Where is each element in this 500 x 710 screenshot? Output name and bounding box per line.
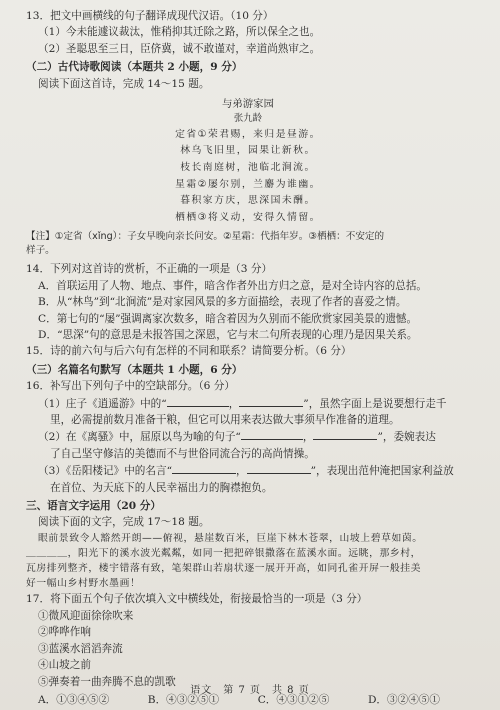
passage-line: ＿＿＿＿，阳光下的溪水波光粼粼，如同一把把碎银撒落在蓝溪水面。远眺，那乡村，	[26, 547, 422, 559]
answer-blank[interactable]	[167, 395, 229, 407]
passage-intro: 阅读下面的文字，完成 17～18 题。	[38, 516, 210, 529]
page-footer: 语文 第 7 页 共 8 页	[190, 684, 310, 696]
q16-p1-prefix: （1）庄子《逍遥游》中的“	[38, 397, 167, 410]
answer-blank[interactable]	[247, 462, 311, 474]
q16-p1-comma: ，	[228, 397, 240, 410]
answer-blank[interactable]	[239, 395, 303, 407]
q16-part-3-cont: 在首位、为天底下的人民幸福出力的胸襟抱负。	[50, 481, 273, 494]
q13-stem: 13．把文中画横线的句子翻译成现代汉语。（10 分）	[26, 10, 274, 22]
q14-option-c: C．第七句的“屡”强调离家次数多，暗含着因为久别而不能欣赏家园美景的遗憾。	[38, 312, 418, 325]
q16-p3-prefix: （3）《岳阳楼记》中的名言“	[38, 465, 172, 478]
q15-stem: 15．诗的前六句与后六句有怎样的不同和联系？请简要分析。（6 分）	[26, 345, 352, 358]
q14-option-a: A．首联运用了人物、地点、事件，暗含作者外出方归之意，是对全诗内容的总括。	[38, 279, 428, 292]
q17-item: ①微风迎面徐徐吹来	[38, 609, 134, 622]
answer-blank[interactable]	[313, 428, 377, 440]
q16-part-3	[26, 462, 470, 479]
poem-line: 暮积家方庆，思深国未酬。	[180, 195, 316, 207]
q16-part-2-cont: 了自己坚守修洁的美德而不与世俗同流合污的高尚情操。	[50, 447, 315, 460]
q16-p3-suffix: ”，表现出范仲淹把国家利益放	[310, 465, 454, 478]
passage-line: 眼前景致令人豁然开朗——俯视，悬崖数百米，巨崖下林木苍翠，山坡上碧草如茵。	[38, 532, 423, 544]
q17-stem: 17．将下面五个句子依次填入文中横线处，衔接最恰当的一项是（3 分）	[26, 593, 368, 606]
q17-item: ②哗哗作响	[38, 626, 91, 639]
q17-item: ⑤弹奏着一曲奔腾不息的凯歌	[38, 675, 176, 688]
poem-line: 栖栖③将义动，安得久情留。	[175, 211, 321, 223]
poem-note-continued: 样子。	[26, 245, 55, 257]
poem-intro: 阅读下面这首诗，完成 14～15 题。	[38, 77, 210, 90]
q16-part-2	[26, 428, 470, 445]
q17-option-c[interactable]: C．④③①②⑤	[257, 693, 330, 706]
q14-option-d: D．“思深”句的意思是未报答国之深恩，它与末二句所表现的心理乃是因果关系。	[38, 328, 418, 341]
section-3-header: 三、语言文字运用（20 分）	[26, 499, 161, 512]
poem-section-header: （二）古代诗歌阅读（本题共 2 小题，9 分）	[26, 61, 243, 74]
poem-line: 林乌飞旧里，园果让新秋。	[180, 145, 316, 157]
poem-note: 【注】①定省（xǐng）：子女早晚向亲长问安。②星霜：代指年岁。③栖栖：不安定的	[26, 230, 385, 242]
passage-line: 瓦房排列整齐，楼宇错落有致，笔架群山若扇状逐一展开开高，如同孔雀开屏一般挂美	[26, 563, 422, 575]
q17-item: ④山坡之前	[38, 659, 91, 672]
poem-line: 枝长南庭树，池临北涧流。	[180, 162, 316, 174]
q16-p2-suffix: ”，委婉表达	[377, 431, 436, 444]
poem-line: 星霜②屡尔别，兰麝为谁幽。	[175, 178, 321, 190]
q16-p2-comma: ，	[302, 431, 314, 444]
answer-blank[interactable]	[172, 462, 236, 474]
q16-p3-comma: ，	[235, 465, 247, 478]
q17-item: ③蓝溪水滔滔奔流	[38, 642, 123, 655]
q17-option-a[interactable]: A．①③④⑤②	[38, 693, 110, 706]
q13-sentence-2: （2）圣聪思至三日，臣侪冀，诚不敢谨对，幸道尚熟审之。	[38, 42, 321, 55]
passage-line: 好一幅山乡村野水墨画！	[26, 578, 141, 590]
q16-part-1-cont: 里，必需提前数月准备干粮，但它可以用来表达做大事须早作准备的道理。	[50, 413, 400, 426]
q16-p1-suffix: ”，虽然字面上是说要想行走千	[303, 397, 447, 410]
poem-author: 张九龄	[233, 113, 263, 125]
q14-option-b: B．从“林鸟”到“北涧流”是对家园风景的多方面描绘，表现了作者的喜爱之情。	[38, 296, 407, 309]
q16-stem: 16．补写出下列句子中的空缺部分。（6 分）	[26, 380, 235, 393]
poem-title: 与弟游家园	[222, 98, 274, 111]
q16-p2-prefix: （2）在《离骚》中，屈原以鸟为喻的句子“	[38, 431, 241, 444]
poem-line: 定省①荣君赐，来归是昼游。	[175, 128, 321, 140]
answer-blank[interactable]	[241, 428, 303, 440]
q17-option-b[interactable]: B．④③②⑤①	[147, 693, 220, 706]
q14-stem: 14．下列对这首诗的赏析，不正确的一项是（3 分）	[26, 263, 273, 276]
q16-part-1	[26, 395, 470, 412]
q13-sentence-1: （1）今未能遽议裁汰，惟稍抑其迁除之路，所以保全之也。	[38, 26, 321, 39]
mingju-section-header: （三）名篇名句默写（本题共 1 小题，6 分）	[26, 363, 243, 376]
q17-option-d[interactable]: D．③②④⑤①	[367, 693, 440, 706]
